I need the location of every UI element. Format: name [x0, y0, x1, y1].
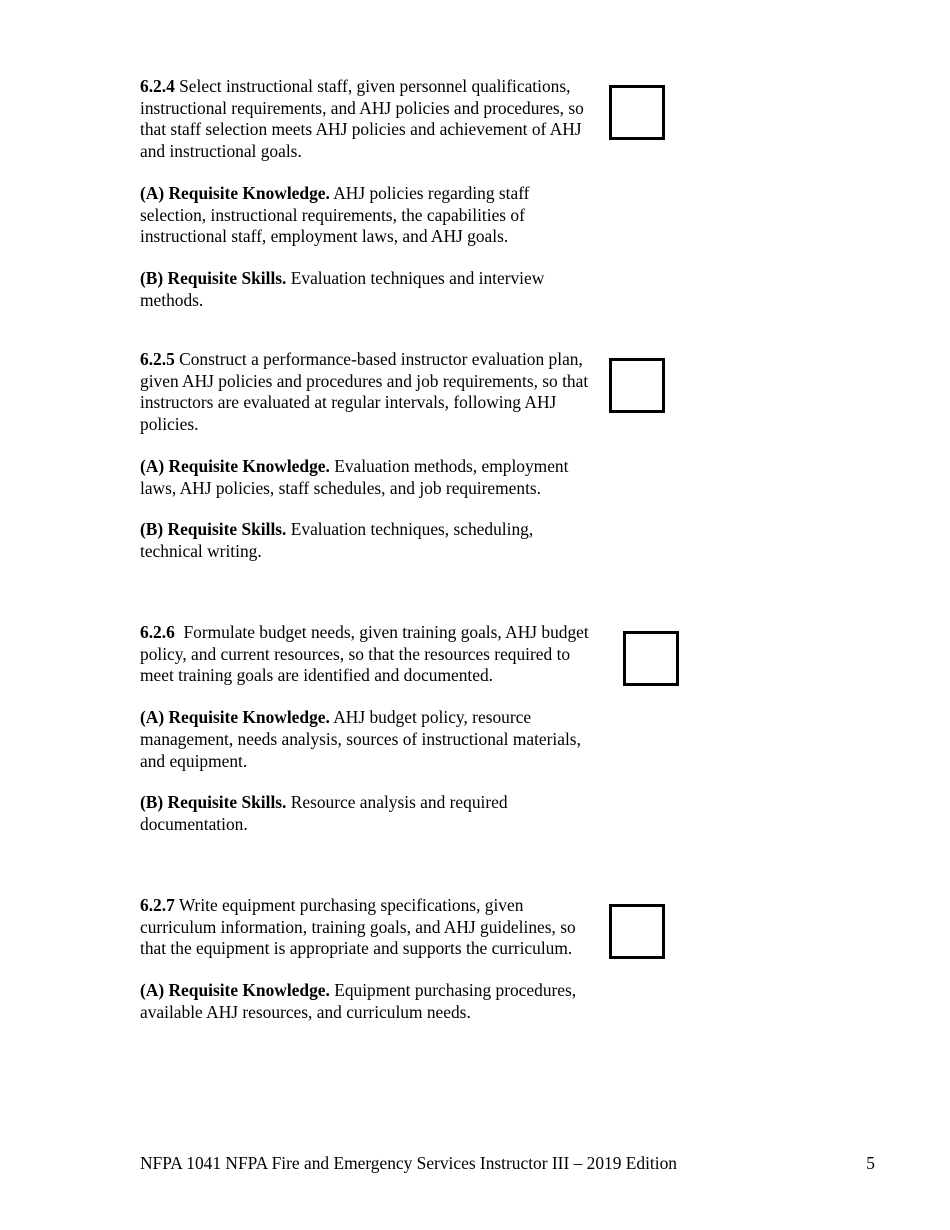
requisite-skills: [140, 519, 592, 562]
requisite-knowledge: [140, 183, 592, 248]
jpr-number: 6.2.4: [140, 76, 175, 96]
requisite-skills-text: Resource analysis and required documentation.: [140, 792, 508, 834]
page-footer: [140, 1153, 875, 1175]
requisite-skills-label: (B) Requisite Skills.: [140, 792, 287, 813]
requisite-skills-label: (B) Requisite Skills.: [140, 267, 287, 288]
requisite-knowledge: [140, 980, 592, 1023]
requisite-knowledge-label: (A) Requisite Knowledge.: [140, 182, 330, 203]
requisite-knowledge-label: (A) Requisite Knowledge.: [140, 980, 330, 1001]
requisite-knowledge-text: Evaluation methods, employment laws, AHJ policies, staff schedules, and job requirements.: [140, 455, 569, 498]
completion-checkbox-6-2-5[interactable]: [609, 358, 665, 413]
section-6-2-7: [140, 895, 592, 1024]
requisite-knowledge-label: (A) Requisite Knowledge.: [140, 455, 330, 476]
jpr-text: Write equipment purchasing specifications, given curriculum information, training goals, and AHJ guidelines, so that the equipment is appropriate and supports the curriculum.: [140, 895, 576, 959]
requisite-skills-label: (B) Requisite Skills.: [140, 519, 287, 540]
jpr-statement: [140, 895, 592, 960]
jpr-text: Formulate budget needs, given training goals, AHJ budget policy, and current resources, so that the resources required to meet training goals are identified and documented.: [140, 622, 594, 686]
section-6-2-6: [140, 622, 592, 836]
requisite-knowledge-text: AHJ policies regarding staff selection, instructional requirements, the capabilities of instructional staff, employment laws, and AHJ goals.: [140, 182, 530, 247]
jpr-number: 6.2.5: [140, 349, 175, 369]
requisite-knowledge: [140, 707, 592, 772]
footer-title: NFPA 1041 NFPA Fire and Emergency Services Instructor III – 2019 Edition: [140, 1153, 677, 1173]
section-6-2-4: [140, 76, 592, 311]
requisite-skills: [140, 792, 592, 835]
requisite-knowledge-text: AHJ budget policy, resource management, needs analysis, sources of instructional materials, and equipment.: [140, 707, 581, 771]
completion-checkbox-6-2-6[interactable]: [623, 631, 679, 686]
jpr-number: 6.2.7: [140, 895, 175, 915]
requisite-knowledge-label: (A) Requisite Knowledge.: [140, 707, 330, 728]
jpr-text: Select instructional staff, given personnel qualifications, instructional requirements, and AHJ policies and procedures, so that staff selection meets AHJ policies and achievement of AHJ and instructional goals.: [140, 76, 584, 162]
completion-checkbox-6-2-7[interactable]: [609, 904, 665, 959]
requisite-skills-text: Evaluation techniques and interview methods.: [140, 267, 545, 310]
requisite-knowledge-text: Equipment purchasing procedures, available AHJ resources, and curriculum needs.: [140, 980, 577, 1022]
jpr-statement: [140, 76, 592, 163]
requisite-skills: [140, 268, 592, 311]
section-6-2-5: [140, 349, 592, 563]
requisite-skills-text: Evaluation techniques, scheduling, technical writing.: [140, 519, 534, 561]
requisite-knowledge: [140, 456, 592, 499]
page-number: 5: [866, 1153, 875, 1173]
jpr-number: 6.2.6: [140, 622, 175, 642]
jpr-statement: [140, 622, 592, 687]
jpr-text: Construct a performance-based instructor evaluation plan, given AHJ policies and procedures and job requirements, so that instructors are evaluated at regular intervals, following AHJ policies.: [140, 349, 589, 435]
jpr-statement: [140, 349, 592, 436]
completion-checkbox-6-2-4[interactable]: [609, 85, 665, 140]
